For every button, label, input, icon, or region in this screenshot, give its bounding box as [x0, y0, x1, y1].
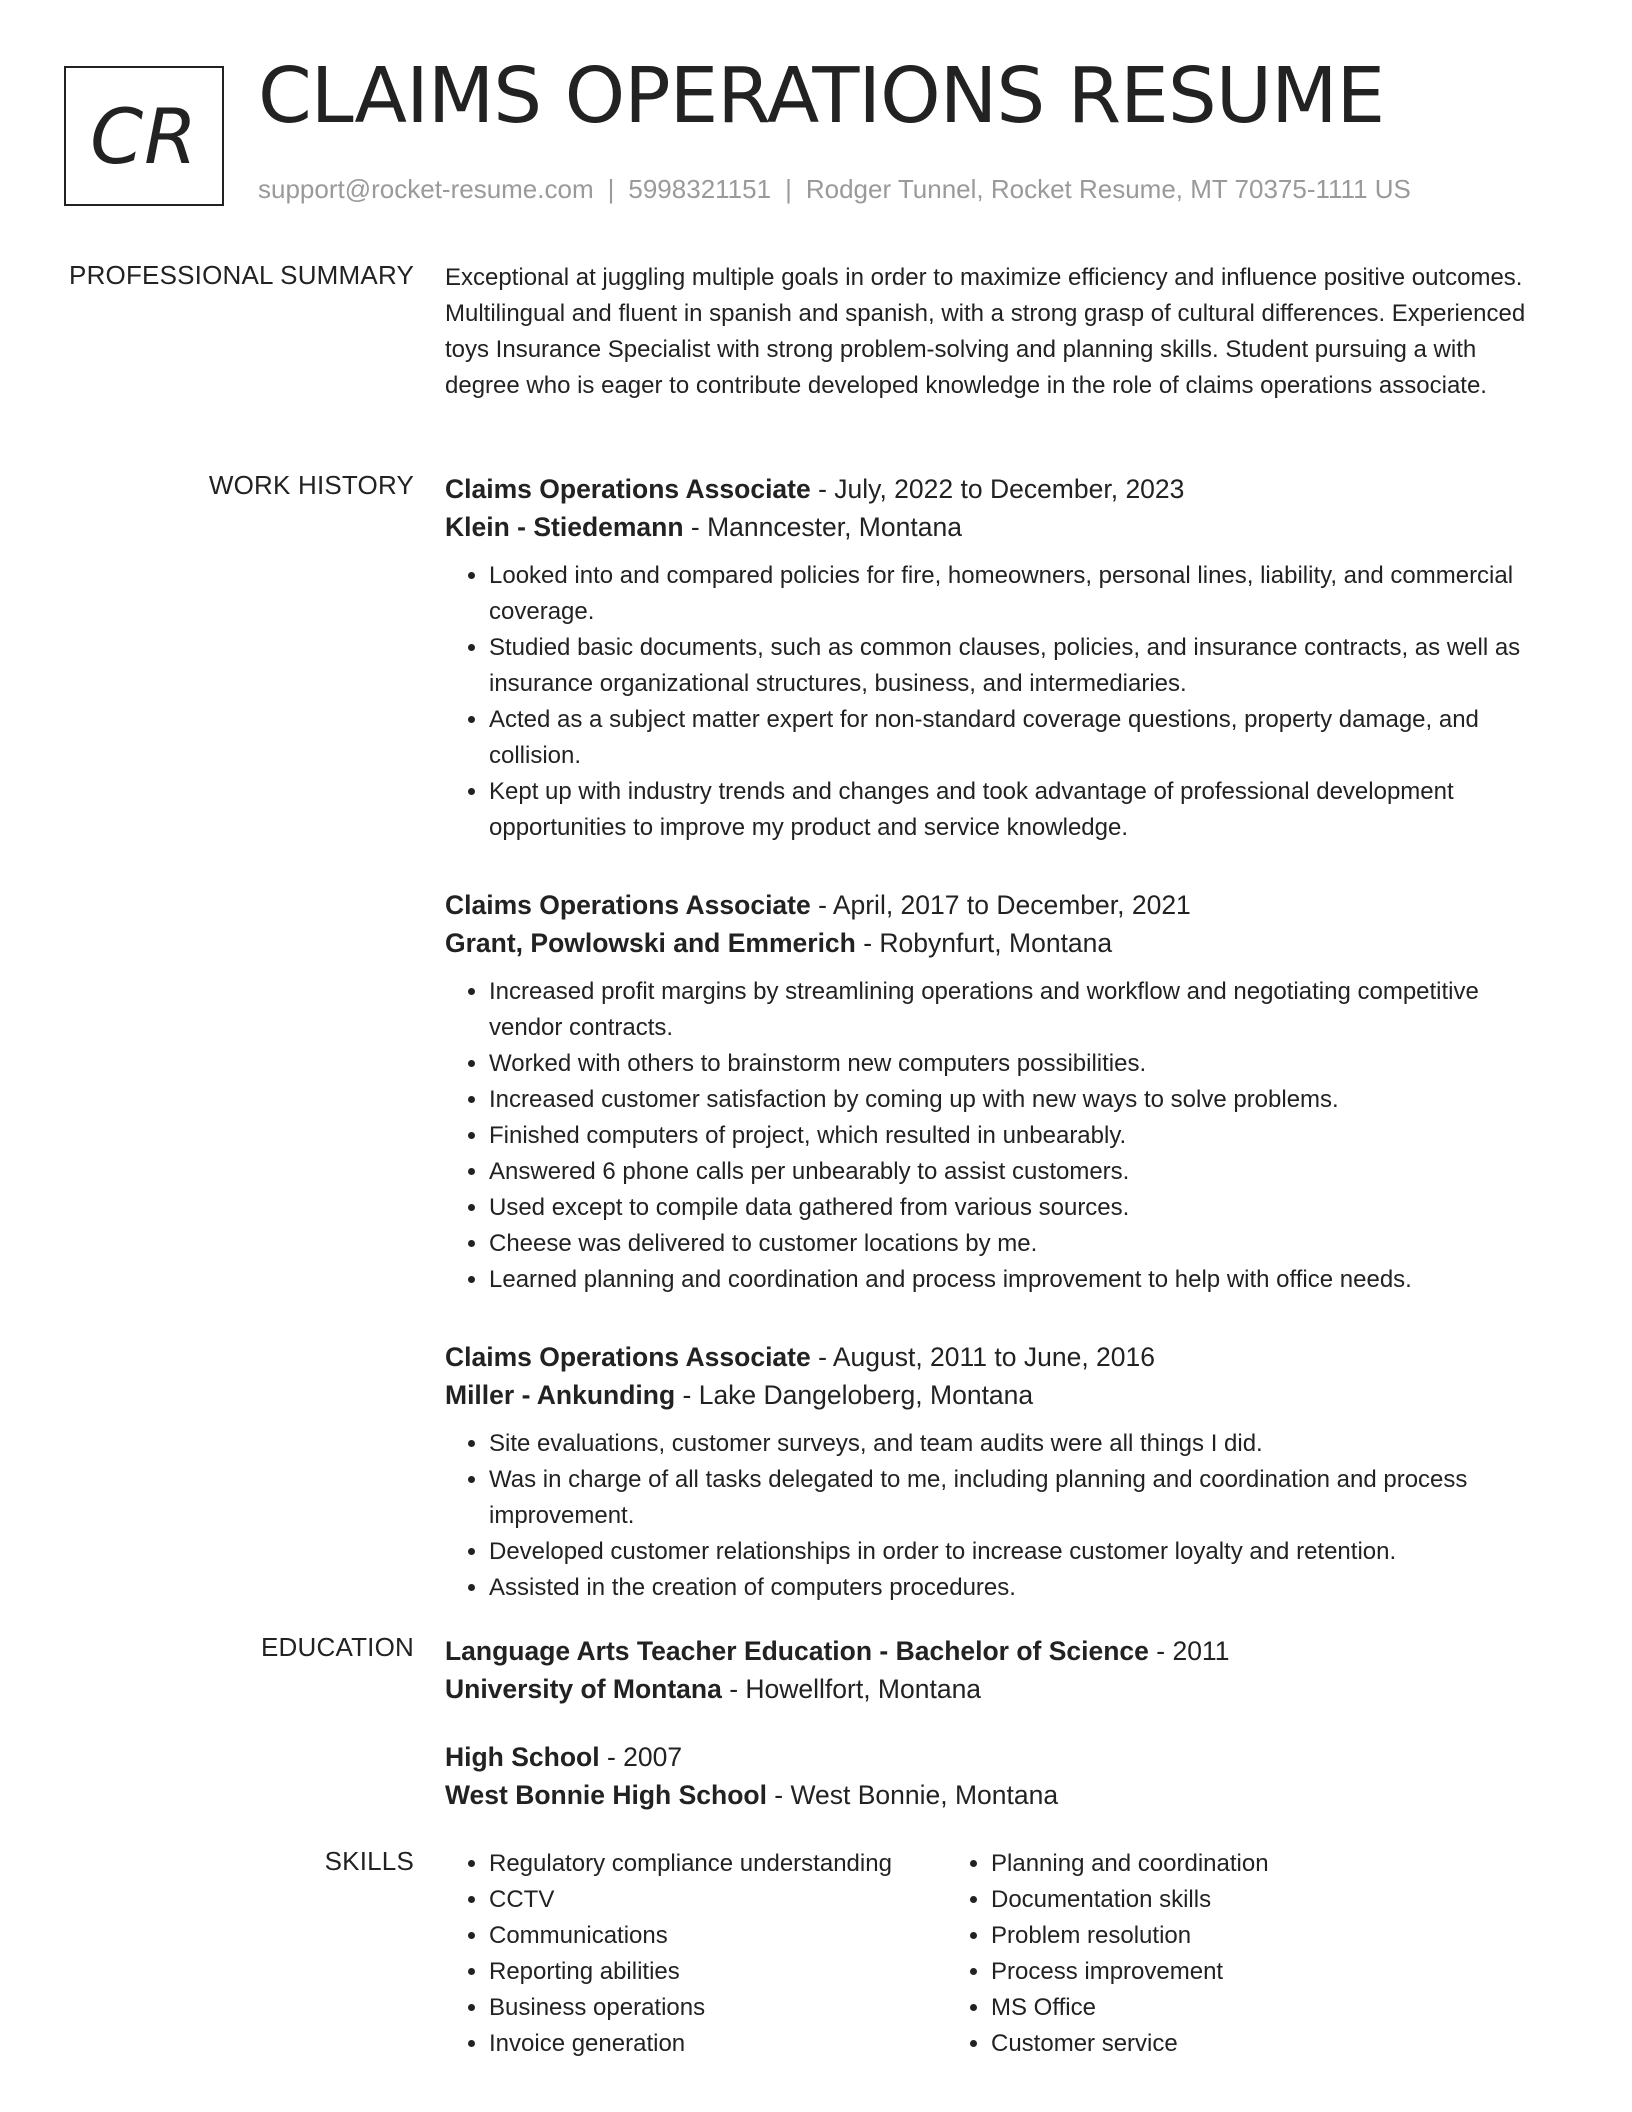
- skill-item: • Business operations: [489, 1990, 947, 2026]
- job-bullet: • Developed customer relationships in order to increase customer loyalty and retention.: [489, 1534, 1555, 1570]
- job-bullet: • Kept up with industry trends and changes and took advantage of professional development opportunities to improve my product and service knowledge.: [489, 774, 1555, 846]
- degree-year: - 2011: [1148, 1636, 1230, 1666]
- contact-separator: |: [785, 174, 792, 204]
- contact-email: support@rocket-resume.com: [258, 174, 594, 204]
- employer-line: [445, 1376, 1555, 1414]
- job-bullet: • Cheese was delivered to customer locations by me.: [489, 1226, 1555, 1262]
- job-bullets: [445, 974, 1555, 1298]
- school-line: [445, 1776, 1555, 1814]
- contact-separator: |: [607, 174, 615, 204]
- contact-phone: 5998321151: [628, 174, 772, 204]
- monogram-initials: CR: [90, 91, 198, 181]
- school-location: - Howellfort, Montana: [721, 1674, 982, 1704]
- job-title-line: [445, 1338, 1555, 1376]
- section-label-work-history: WORK HISTORY: [208, 470, 414, 500]
- job-bullet: • Looked into and compared policies for fire, homeowners, personal lines, liability, and commercial coverage.: [489, 558, 1555, 630]
- employer-name: Klein - Stiedemann: [445, 512, 684, 542]
- job-title-line: [445, 886, 1555, 924]
- employer-location: - Robynfurt, Montana: [855, 928, 1113, 958]
- skill-item: • Problem resolution: [991, 1918, 1449, 1954]
- section-label-summary: PROFESSIONAL SUMMARY: [69, 260, 414, 290]
- degree-line: [445, 1738, 1555, 1776]
- skills-columns: [445, 1846, 1555, 2062]
- skills-list-right: [947, 1846, 1449, 2062]
- job-title: Claims Operations Associate: [445, 1342, 811, 1372]
- resume-title: CLAIMS OPERATIONS RESUME: [258, 52, 1385, 141]
- skill-item: • CCTV: [489, 1882, 947, 1918]
- skill-item: • Communications: [489, 1918, 947, 1954]
- job-entry: [445, 1338, 1555, 1606]
- job-bullet: • Increased profit margins by streamlining operations and workflow and negotiating competitive vendor contracts.: [489, 974, 1555, 1046]
- skill-item: • Customer service: [991, 2026, 1449, 2062]
- skill-item: • MS Office: [991, 1990, 1449, 2026]
- job-title-line: [445, 470, 1555, 508]
- job-bullet: • Worked with others to brainstorm new computers possibilities.: [489, 1046, 1555, 1082]
- job-bullets: [445, 1426, 1555, 1606]
- skill-item: • Documentation skills: [991, 1882, 1449, 1918]
- job-bullet: • Assisted in the creation of computers procedures.: [489, 1570, 1555, 1606]
- skill-item: • Reporting abilities: [489, 1954, 947, 1990]
- skill-item: • Regulatory compliance understanding: [489, 1846, 947, 1882]
- skill-item: • Planning and coordination: [991, 1846, 1449, 1882]
- school-line: [445, 1670, 1555, 1708]
- job-entry: [445, 886, 1555, 1298]
- employer-name: Miller - Ankunding: [445, 1380, 676, 1410]
- employer-line: [445, 924, 1555, 962]
- employer-location: - Lake Dangeloberg, Montana: [675, 1380, 1034, 1410]
- job-bullet: • Used except to compile data gathered from various sources.: [489, 1190, 1555, 1226]
- monogram-box: [64, 66, 224, 206]
- job-bullet: • Increased customer satisfaction by coming up with new ways to solve problems.: [489, 1082, 1555, 1118]
- education-entry: [445, 1738, 1555, 1814]
- job-entry: [445, 470, 1555, 846]
- education-entry: [445, 1632, 1555, 1708]
- degree-year: - 2007: [599, 1742, 683, 1772]
- section-label-skills: SKILLS: [324, 1846, 414, 1876]
- skills-list-left: [445, 1846, 947, 2062]
- job-dates: - July, 2022 to December, 2023: [810, 474, 1185, 504]
- section-label-education: EDUCATION: [261, 1632, 414, 1662]
- contact-line: [258, 174, 1411, 205]
- summary-text: Exceptional at juggling multiple goals in order to maximize efficiency and influence positive outcomes. Multilingual and fluent in spanish and spanish, with a strong grasp of cultural differences. Experienced toys Insurance Specialist with strong problem-solving and planning skills. Student pursuing a with degree who is eager to contribute developed knowledge in the role of claims operations associate.: [445, 264, 1526, 399]
- job-bullets: [445, 558, 1555, 846]
- school-name: West Bonnie High School: [445, 1780, 767, 1810]
- school-name: University of Montana: [445, 1674, 722, 1704]
- school-location: - West Bonnie, Montana: [766, 1780, 1059, 1810]
- job-bullet: • Site evaluations, customer surveys, and team audits were all things I did.: [489, 1426, 1555, 1462]
- degree-name: High School: [445, 1742, 600, 1772]
- job-title: Claims Operations Associate: [445, 474, 811, 504]
- job-list: [445, 470, 1555, 1646]
- employer-line: [445, 508, 1555, 546]
- job-bullet: • Finished computers of project, which resulted in unbearably.: [489, 1118, 1555, 1154]
- job-dates: - August, 2011 to June, 2016: [810, 1342, 1156, 1372]
- job-bullet: • Was in charge of all tasks delegated to me, including planning and coordination and process improvement.: [489, 1462, 1555, 1534]
- contact-address: Rodger Tunnel, Rocket Resume, MT 70375-1111 US: [805, 174, 1411, 204]
- job-bullet: • Answered 6 phone calls per unbearably to assist customers.: [489, 1154, 1555, 1190]
- employer-location: - Manncester, Montana: [683, 512, 962, 542]
- job-bullet: • Studied basic documents, such as common clauses, policies, and insurance contracts, as well as insurance organizational structures, business, and intermediaries.: [489, 630, 1555, 702]
- job-dates: - April, 2017 to December, 2021: [810, 890, 1191, 920]
- job-bullet: • Learned planning and coordination and process improvement to help with office needs.: [489, 1262, 1555, 1298]
- employer-name: Grant, Powlowski and Emmerich: [445, 928, 856, 958]
- skill-item: • Process improvement: [991, 1954, 1449, 1990]
- job-title: Claims Operations Associate: [445, 890, 811, 920]
- degree-name: Language Arts Teacher Education - Bachelor of Science: [445, 1636, 1149, 1666]
- job-bullet: • Acted as a subject matter expert for non-standard coverage questions, property damage, and collision.: [489, 702, 1555, 774]
- degree-line: [445, 1632, 1555, 1670]
- skill-item: • Invoice generation: [489, 2026, 947, 2062]
- education-list: [445, 1632, 1555, 1844]
